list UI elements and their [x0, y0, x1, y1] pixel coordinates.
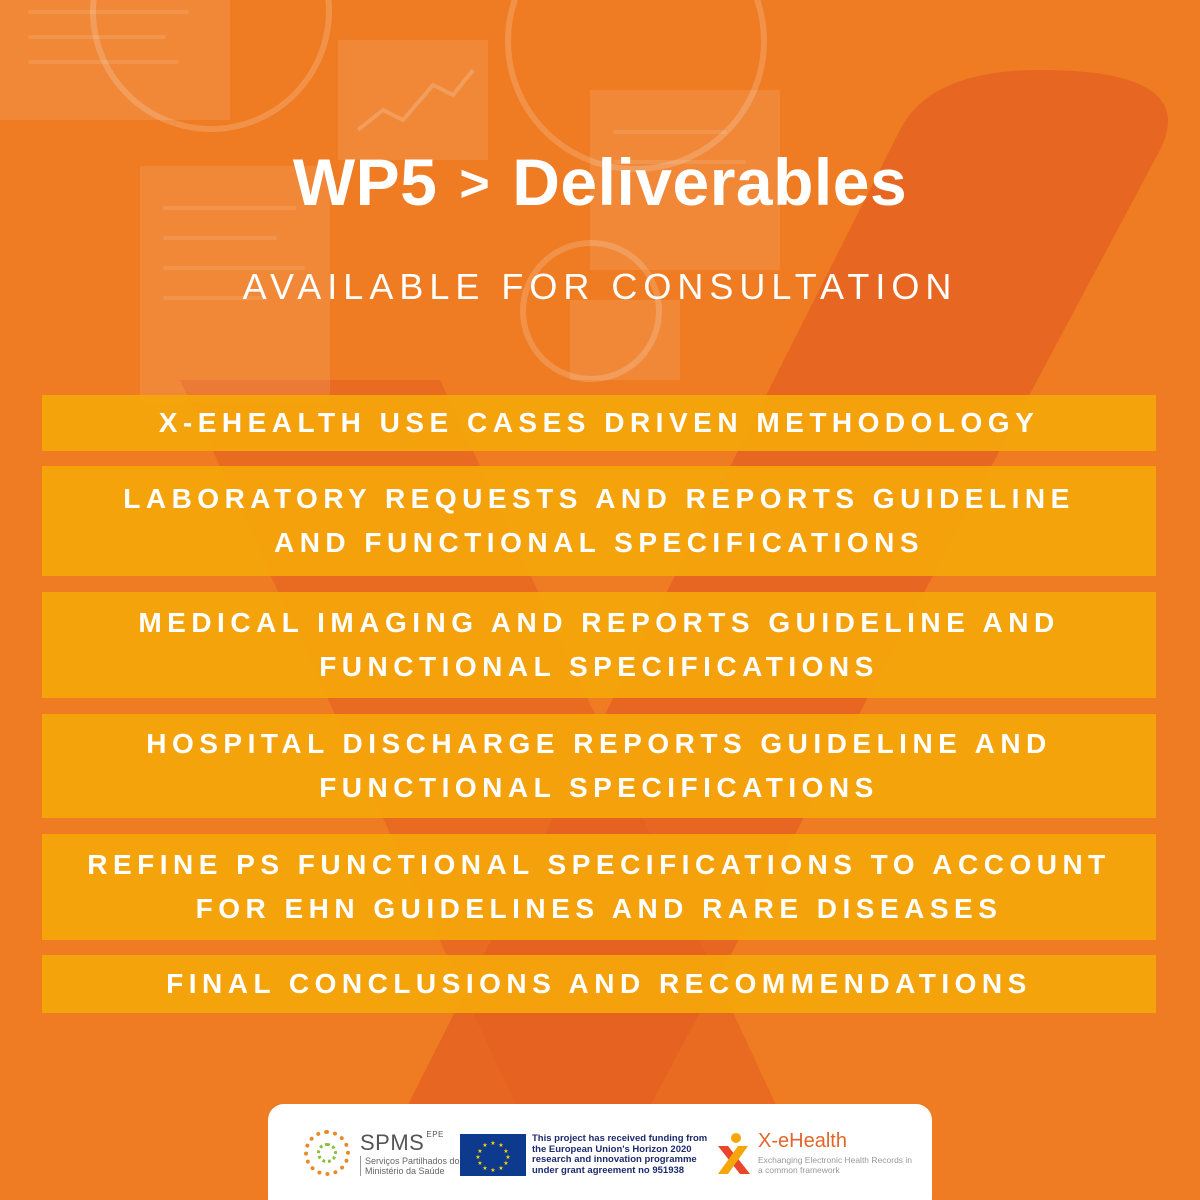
page-title	[0, 142, 1200, 228]
svg-text:★: ★	[498, 1142, 504, 1149]
deliverable-text: AND FUNCTIONAL SPECIFICATIONS	[273, 527, 925, 558]
deliverable-text: FOR EHN GUIDELINES AND RARE DISEASES	[195, 893, 1003, 924]
deliverable-text: X-EHEALTH USE CASES DRIVEN METHODOLOGY	[158, 407, 1040, 438]
deliverable-item	[42, 592, 1156, 698]
spms-name-text: SPMS	[360, 1130, 425, 1155]
deliverable-text: FINAL CONCLUSIONS AND RECOMMENDATIONS	[166, 968, 1032, 999]
svg-text:★: ★	[498, 1165, 504, 1172]
svg-text:★: ★	[490, 1140, 496, 1147]
subtitle: AVAILABLE FOR CONSULTATION	[242, 266, 958, 307]
clock-icon	[520, 240, 662, 382]
x-ehealth-tagline: Exchanging Electronic Health Records in a common framework	[758, 1155, 913, 1175]
x-ehealth-logo-icon	[714, 1132, 752, 1176]
svg-text:★: ★	[482, 1142, 488, 1149]
deliverable-text: LABORATORY REQUESTS AND REPORTS GUIDELINE	[123, 483, 1075, 514]
deliverable-text: HOSPITAL DISCHARGE REPORTS GUIDELINE AND	[146, 728, 1052, 759]
deliverable-text: FUNCTIONAL SPECIFICATIONS	[319, 651, 879, 682]
deliverable-item	[42, 834, 1156, 940]
deliverable-item	[42, 714, 1156, 818]
svg-text:★: ★	[503, 1160, 509, 1167]
svg-text:★: ★	[503, 1148, 509, 1155]
eu-funding-text: This project has received funding from the European Union's Horizon 2020 research and innovation programme under grant agreement no 951938	[532, 1133, 708, 1176]
deliverable-text: FUNCTIONAL SPECIFICATIONS	[319, 772, 879, 803]
deliverable-item	[42, 395, 1156, 451]
footer-logos	[268, 1104, 932, 1200]
svg-text:★: ★	[505, 1154, 511, 1161]
deliverable-item	[42, 466, 1156, 576]
svg-text:★: ★	[482, 1165, 488, 1172]
eu-flag-icon	[460, 1134, 526, 1176]
deliverable-text: REFINE PS FUNCTIONAL SPECIFICATIONS TO ACCOUNT	[87, 849, 1111, 880]
title-deliverables: Deliverables	[512, 145, 908, 219]
deliverable-text: MEDICAL IMAGING AND REPORTS GUIDELINE AND	[138, 607, 1060, 638]
svg-text:★: ★	[477, 1148, 483, 1155]
svg-text:★: ★	[475, 1154, 481, 1161]
spms-suffix: EPE	[426, 1130, 444, 1139]
title-wp5: WP5	[292, 145, 438, 219]
spms-logo-icon	[304, 1130, 350, 1176]
spms-subtitle: Serviços Partilhados do Ministério da Saúde	[360, 1156, 475, 1176]
x-ehealth-name: X-eHealth	[758, 1130, 847, 1152]
svg-text:★: ★	[477, 1160, 483, 1167]
chevron-right-icon: >	[459, 155, 491, 213]
svg-text:★: ★	[490, 1167, 496, 1174]
deliverable-item	[42, 955, 1156, 1013]
spms-name	[360, 1130, 444, 1156]
